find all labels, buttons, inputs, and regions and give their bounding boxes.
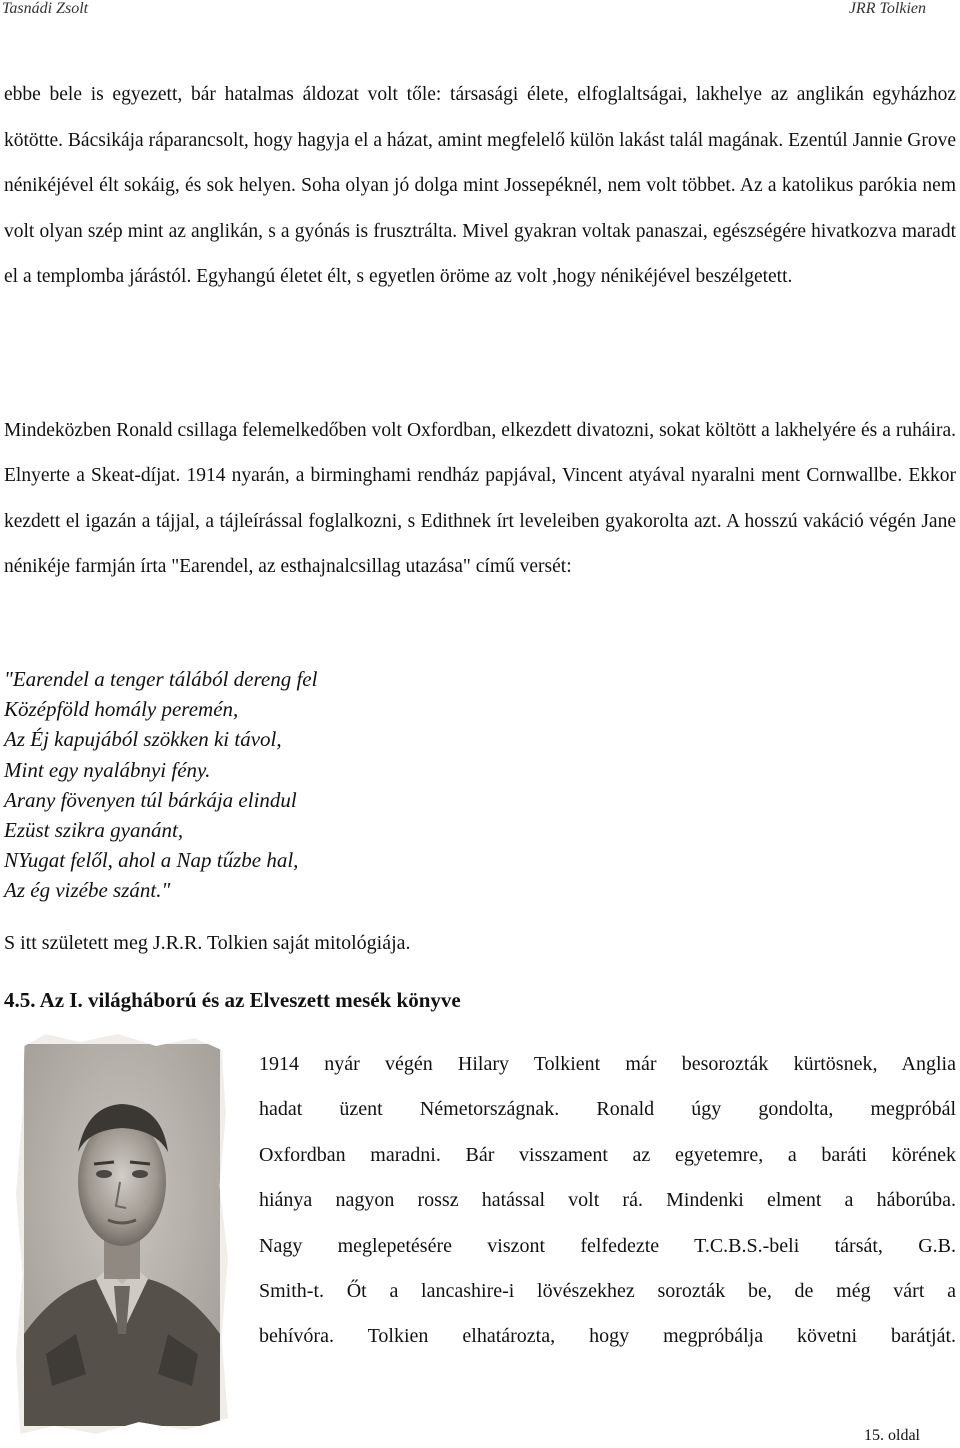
- paragraph-4-line: 1914 nyár végén Hilary Tolkient már besorozták kürtösnek, Anglia: [259, 1053, 956, 1075]
- paragraph-1: ebbe bele is egyezett, bár hatalmas áldozat volt tőle: társasági élete, elfoglaltságai, lakhelye az anglikán egyházhoz kötötte. Bácsikája ráparancsolt, hogy hagyja el a házat, amint megfelelő külön lakást talál magának. Ezentúl Jannie Grove nénikéjével élt sokáig, és sok helyen. Soha olyan jó dolga mint Jossepéknél, nem volt többet. Az a katolikus parókia nem volt olyan szép mint az anglikán, s a gyónás is frusztrálta. Mivel gyakran voltak panaszai, egészségére hivatkozva maradt el a templomba járástól. Egyhangú életet élt, s egyetlen öröme az volt ,hogy nénikéjével beszélgetett.: [4, 84, 956, 288]
- paragraph-4-line: behívóra. Tolkien elhatározta, hogy megpróbálja követni barátját.: [259, 1325, 956, 1348]
- paragraph-4-line: hadat üzent Németországnak. Ronald úgy gondolta, megpróbál: [259, 1098, 956, 1121]
- portrait-photo: [16, 1034, 228, 1434]
- paragraph-4-line: Nagy meglepetésére viszont felfedezte T.C.B.S.-beli társát, G.B.: [259, 1234, 956, 1257]
- poem-line: Középföld homály peremén,: [4, 697, 239, 722]
- paragraph-4-line: hiánya nagyon rossz hatással volt rá. Mindenki elment a háborúba.: [259, 1189, 956, 1212]
- page-number: 15. oldal: [864, 1427, 920, 1444]
- poem-line: "Earendel a tenger tálából dereng fel: [4, 667, 318, 691]
- header-author: Tasnádi Zsolt: [2, 0, 89, 17]
- poem-line: Mint egy nyalábnyi fény.: [4, 757, 211, 782]
- portrait-image: [16, 1034, 228, 1434]
- header-subject: JRR Tolkien: [848, 0, 926, 17]
- paragraph-3: S itt született meg J.R.R. Tolkien saját mitológiája.: [4, 932, 411, 954]
- poem: [4, 664, 317, 906]
- paragraph-4-line: Oxfordban maradni. Bár visszament az egyetemre, a baráti körének: [259, 1143, 956, 1166]
- poem-line: Arany fövenyen túl bárkája elindul: [4, 787, 297, 812]
- paragraph-4: [259, 1042, 956, 1360]
- section-heading: 4.5. Az I. világháború és az Elveszett mesék könyve: [4, 988, 461, 1012]
- paragraph-4-line: Smith-t. Őt a lancashire-i lövészekhez sorozták be, de még várt a: [259, 1280, 956, 1303]
- poem-line: Ezüst szikra gyanánt,: [4, 818, 184, 843]
- poem-line: Az Éj kapujából szökken ki távol,: [4, 727, 282, 752]
- page-header: [0, 0, 960, 22]
- paragraph-2: Mindeközben Ronald csillaga felemelkedőben volt Oxfordban, elkezdett divatozni, sokat költött a lakhelyére és a ruháira. Elnyerte a Skeat-díjat. 1914 nyarán, a birminghami rendház papjával, Vincent atyával nyaralni ment Cornwallbe. Ekkor kezdett el igazán a tájjal, a tájleírással foglalkozni, s Edithnek írt leveleiben gyakorolta azt. A hosszú vakáció végén Jane nénikéje farmján írta "Earendel, az esthajnalcsillag utazása" című versét:: [4, 420, 956, 578]
- poem-line: Az ég vizébe szánt.": [4, 878, 171, 903]
- poem-line: NYugat felől, ahol a Nap tűzbe hal,: [4, 848, 299, 873]
